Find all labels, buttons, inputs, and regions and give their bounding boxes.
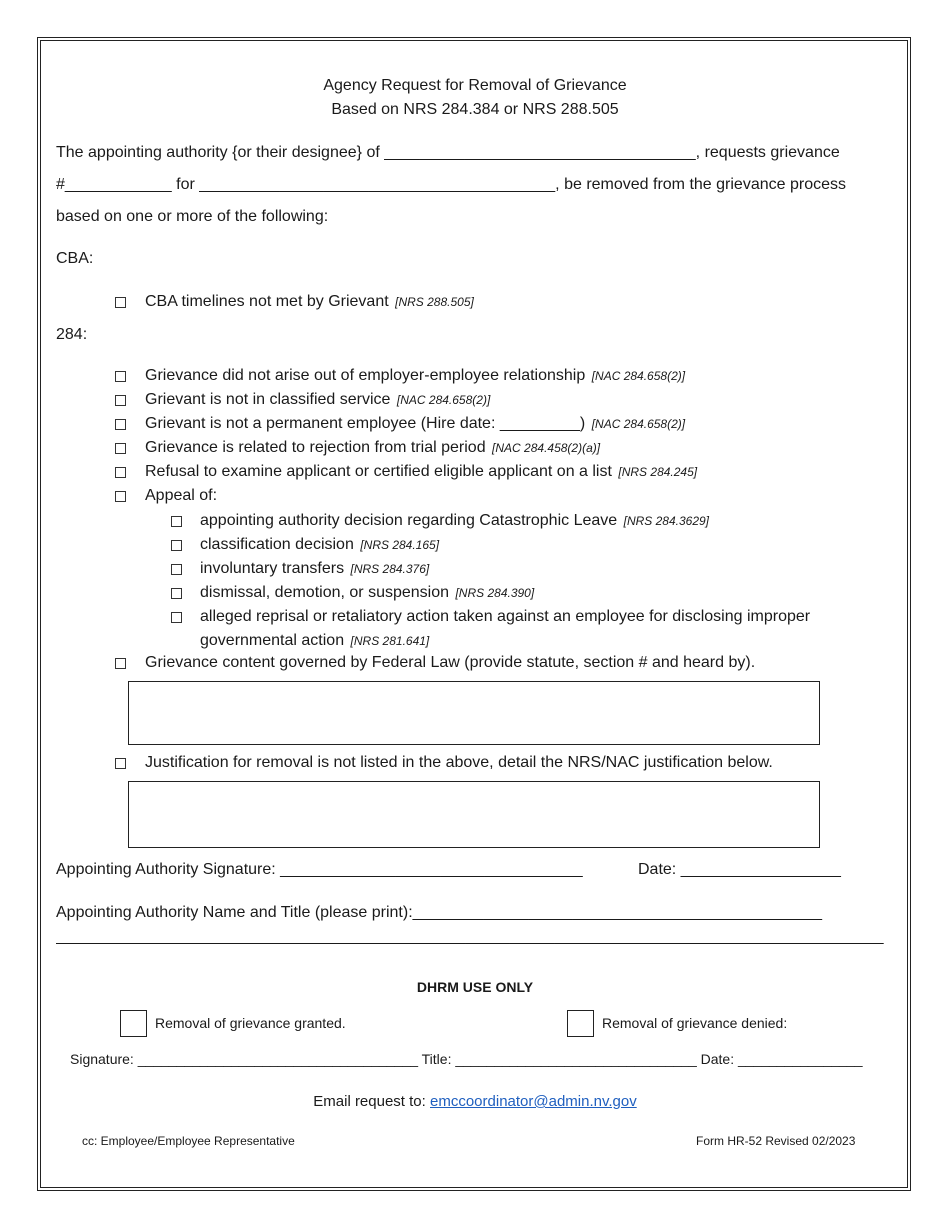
email-label: Email request to:	[313, 1093, 426, 1110]
checkbox-284-refusal-to-examine[interactable]	[115, 467, 126, 478]
checkbox-denied[interactable]	[567, 1010, 594, 1037]
checkbox-justification[interactable]	[115, 758, 126, 769]
dhrm-signature-line[interactable]: Signature: ____________________________________ Title: _______________________________ Date: ________________	[70, 1051, 863, 1067]
list-item-ref: [NRS 284.245]	[618, 465, 698, 479]
checkbox-appeal-dismissal[interactable]	[171, 588, 182, 599]
list-item-text: alleged reprisal or retaliatory action taken against an employee for disclosing improper	[200, 608, 811, 625]
appointing-authority-signature[interactable]: Appointing Authority Signature: __________________________________	[56, 861, 583, 878]
continuation-line: _____________________________________________________________________________________________	[56, 928, 884, 945]
list-item	[200, 512, 709, 530]
list-item-text: Grievant is not a permanent employee (Hire date: _________)	[145, 415, 586, 432]
checkbox-appeal-catastrophic-leave[interactable]	[171, 516, 182, 527]
form-title: Agency Request for Removal of Grievance	[323, 77, 627, 94]
list-item	[200, 536, 439, 554]
intro-line-3: based on one or more of the following:	[56, 208, 329, 225]
cba-item	[145, 293, 474, 311]
list-item-ref: [NAC 284.658(2)]	[396, 393, 491, 407]
list-item-text: Grievant is not in classified service	[145, 391, 391, 408]
cc-note: cc: Employee/Employee Representative	[82, 1134, 295, 1148]
list-item-text: classification decision	[200, 536, 354, 553]
list-item-ref: [NRS 284.376]	[350, 562, 430, 576]
justification-textbox[interactable]	[128, 781, 820, 848]
list-item	[200, 584, 534, 602]
checkbox-granted[interactable]	[120, 1010, 147, 1037]
list-item	[200, 608, 810, 626]
list-item-text: involuntary transfers	[200, 560, 345, 577]
checkbox-284-employer-relationship[interactable]	[115, 371, 126, 382]
denied-label: Removal of grievance denied:	[602, 1015, 788, 1031]
list-item	[200, 560, 429, 578]
list-item-text: appointing authority decision regarding Catastrophic Leave	[200, 512, 618, 529]
email-link[interactable]: emccoordinator@admin.nv.gov	[430, 1093, 637, 1110]
checkbox-284-classified-service[interactable]	[115, 395, 126, 406]
checkbox-284-permanent-employee[interactable]	[115, 419, 126, 430]
checkbox-federal-law[interactable]	[115, 658, 126, 669]
signature-date[interactable]: Date: __________________	[638, 861, 841, 878]
list-item-text: Appeal of:	[145, 487, 218, 504]
list-item-ref: [NRS 284.390]	[455, 586, 535, 600]
cba-item-text: CBA timelines not met by Grievant	[145, 293, 389, 310]
list-item-ref: [NAC 284.458(2)(a)]	[492, 441, 601, 455]
checkbox-284-trial-period[interactable]	[115, 443, 126, 454]
intro-line-1: The appointing authority {or their designee} of ___________________________________, requests grievance	[56, 144, 840, 161]
intro-line-2: #____________ for ________________________________________, be removed from the grievance process	[56, 176, 846, 193]
cba-item-ref: [NRS 288.505]	[395, 295, 474, 309]
dhrm-heading: DHRM USE ONLY	[416, 979, 534, 995]
list-item	[145, 367, 685, 385]
list-item	[145, 463, 697, 481]
list-item-continued	[200, 632, 429, 650]
list-item-ref: [NRS 284.3629]	[623, 514, 709, 528]
list-item	[145, 439, 600, 457]
cba-section-label: CBA:	[56, 250, 94, 267]
checkbox-284-appeal-of[interactable]	[115, 491, 126, 502]
284-section-label: 284:	[56, 326, 88, 343]
list-item-ref: [NAC 284.658(2)]	[591, 369, 686, 383]
checkbox-appeal-classification[interactable]	[171, 540, 182, 551]
checkbox-appeal-reprisal[interactable]	[171, 612, 182, 623]
list-item-ref: [NRS 281.641]	[350, 634, 430, 648]
form-subtitle: Based on NRS 284.384 or NRS 288.505	[331, 101, 619, 118]
checkbox-cba-timelines[interactable]	[115, 297, 126, 308]
appointing-authority-name-title[interactable]: Appointing Authority Name and Title (please print):______________________________________________	[56, 904, 822, 921]
justification-label: Justification for removal is not listed in the above, detail the NRS/NAC justification below.	[145, 754, 773, 771]
list-item-text: governmental action	[200, 632, 345, 649]
list-item-text: Grievance did not arise out of employer-employee relationship	[145, 367, 586, 384]
form-identifier: Form HR-52 Revised 02/2023	[696, 1134, 856, 1148]
list-item-ref: [NAC 284.658(2)]	[591, 417, 686, 431]
list-item	[145, 391, 490, 409]
list-item	[145, 415, 685, 433]
list-item-text: Refusal to examine applicant or certified eligible applicant on a list	[145, 463, 612, 480]
granted-label: Removal of grievance granted.	[155, 1015, 346, 1031]
list-item-ref: [NRS 284.165]	[360, 538, 440, 552]
checkbox-appeal-involuntary-transfers[interactable]	[171, 564, 182, 575]
federal-law-textbox[interactable]	[128, 681, 820, 745]
email-request	[0, 1093, 950, 1110]
federal-law-label: Grievance content governed by Federal Law (provide statute, section # and heard by).	[145, 654, 756, 671]
list-item-text: Grievance is related to rejection from trial period	[145, 439, 486, 456]
list-item	[145, 487, 217, 505]
list-item-text: dismissal, demotion, or suspension	[200, 584, 450, 601]
